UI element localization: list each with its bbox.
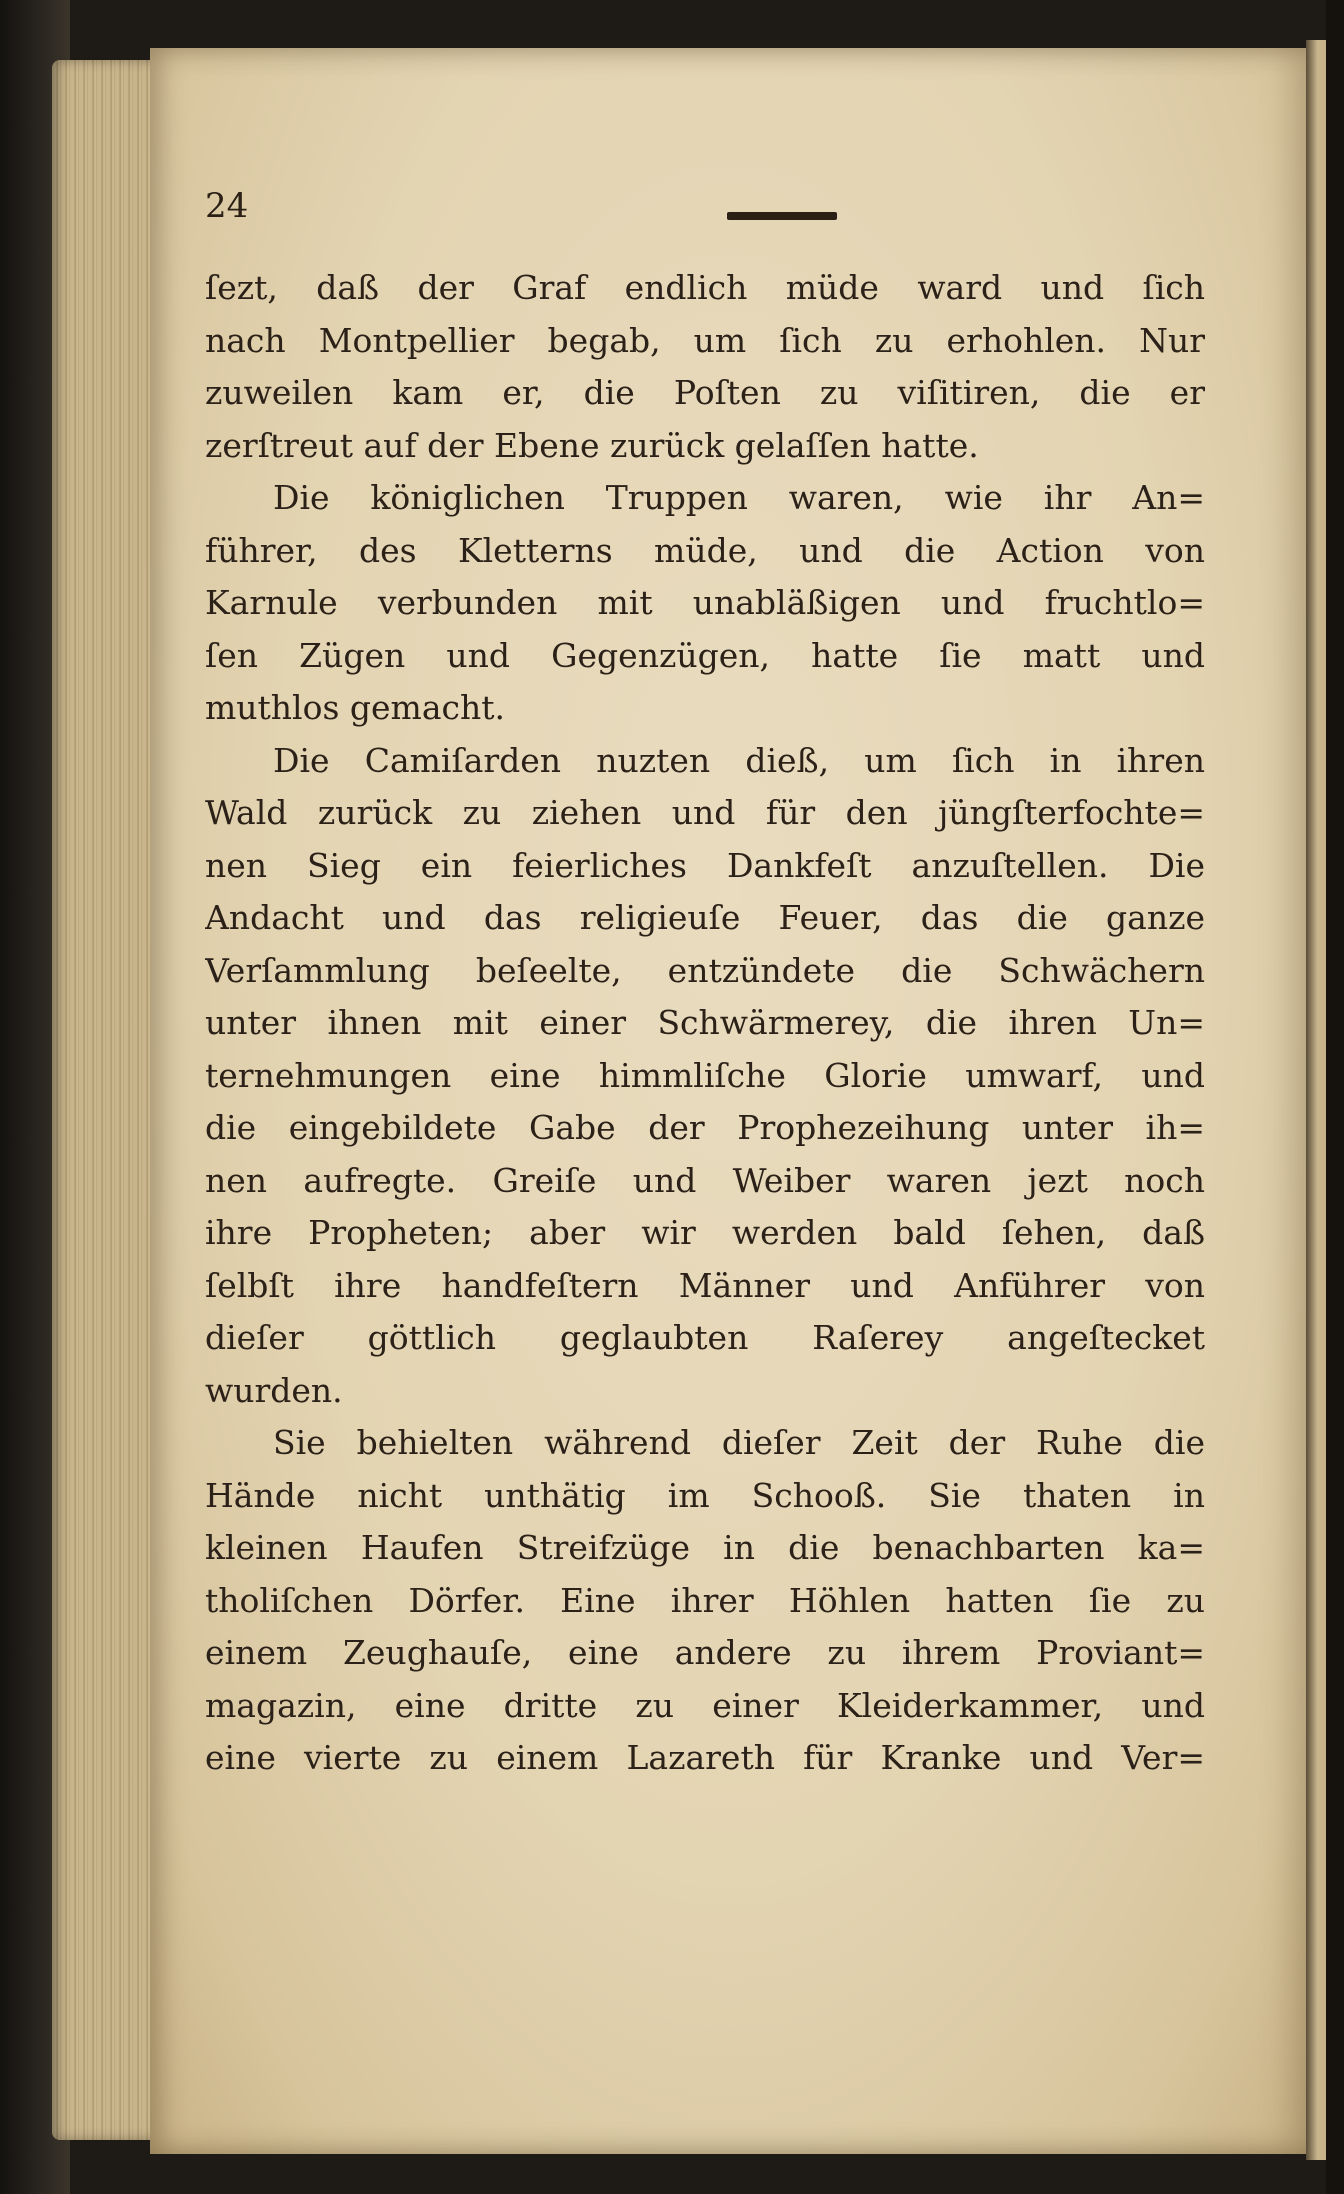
text-line: Wald zurück zu ziehen und für den jüngſterfochte= [205,793,1205,832]
paragraph [205,262,1205,472]
text-line: tholiſchen Dörfer. Eine ihrer Höhlen hatten ſie zu [205,1580,1205,1620]
book-cover-right [1326,0,1344,2194]
text-line: zuweilen kam er, die Poſten zu viſitiren, die er [205,373,1205,412]
paragraph [205,1417,1205,1785]
text-line: nach Montpellier begab, um ſich zu erhohlen. Nur [205,320,1205,360]
text-line: nen Sieg ein feierliches Dankfeſt anzuſtellen. Die [205,845,1205,885]
text-line: Die königlichen Truppen waren, wie ihr An= [273,478,1205,517]
text-line: magazin, eine dritte zu einer Kleiderkammer, und [205,1685,1205,1725]
text-line: ihre Propheten; aber wir werden bald ſehen, daß [205,1213,1205,1252]
paragraph [205,735,1205,1418]
text-line: nen aufregte. Greiſe und Weiber waren jezt noch [205,1160,1205,1200]
text-line: Die Camiſarden nuzten dieß, um ſich in ihren [273,740,1205,780]
text-line: zerſtreut auf der Ebene zurück gelaſſen hatte. [205,425,979,465]
text-line: Verſammlung beſeelte, entzündete die Schwächern [205,950,1205,990]
text-line: ſezt, daß der Graf endlich müde ward und ſich [205,268,1205,307]
page-header [205,186,1205,236]
text-line: unter ihnen mit einer Schwärmerey, die ihren Un= [205,1003,1205,1042]
text-line: Karnule verbunden mit unabläßigen und fruchtlo= [205,583,1205,622]
page-number: 24 [205,186,249,226]
text-line: die eingebildete Gabe der Prophezeihung unter ih= [205,1108,1205,1147]
text-line: führer, des Kletterns müde, und die Action von [205,530,1205,570]
text-line: ternehmungen eine himmliſche Glorie umwarf, und [205,1055,1205,1095]
text-line: wurden. [205,1370,343,1410]
text-line: Sie behielten während dieſer Zeit der Ruhe die [273,1423,1205,1462]
text-line: dieſer göttlich geglaubten Raſerey angeſtecket [205,1318,1205,1357]
text-line: ſelbſt ihre handfeſtern Männer und Anführer von [205,1265,1205,1305]
text-line: eine vierte zu einem Lazareth für Kranke und Ver= [205,1738,1205,1777]
header-rule [727,212,837,220]
text-line: muthlos gemacht. [205,688,506,727]
text-line: einem Zeughauſe, eine andere zu ihrem Proviant= [205,1633,1205,1672]
text-line: kleinen Haufen Streifzüge in die benachbarten ka= [205,1528,1205,1567]
text-line: Andacht und das religieuſe Feuer, das die ganze [205,898,1205,937]
text-line: Hände nicht unthätig im Schooß. Sie thaten in [205,1475,1205,1515]
paragraph [205,472,1205,735]
body-text [205,262,1205,1785]
text-line: ſen Zügen und Gegenzügen, hatte ſie matt und [205,635,1205,675]
